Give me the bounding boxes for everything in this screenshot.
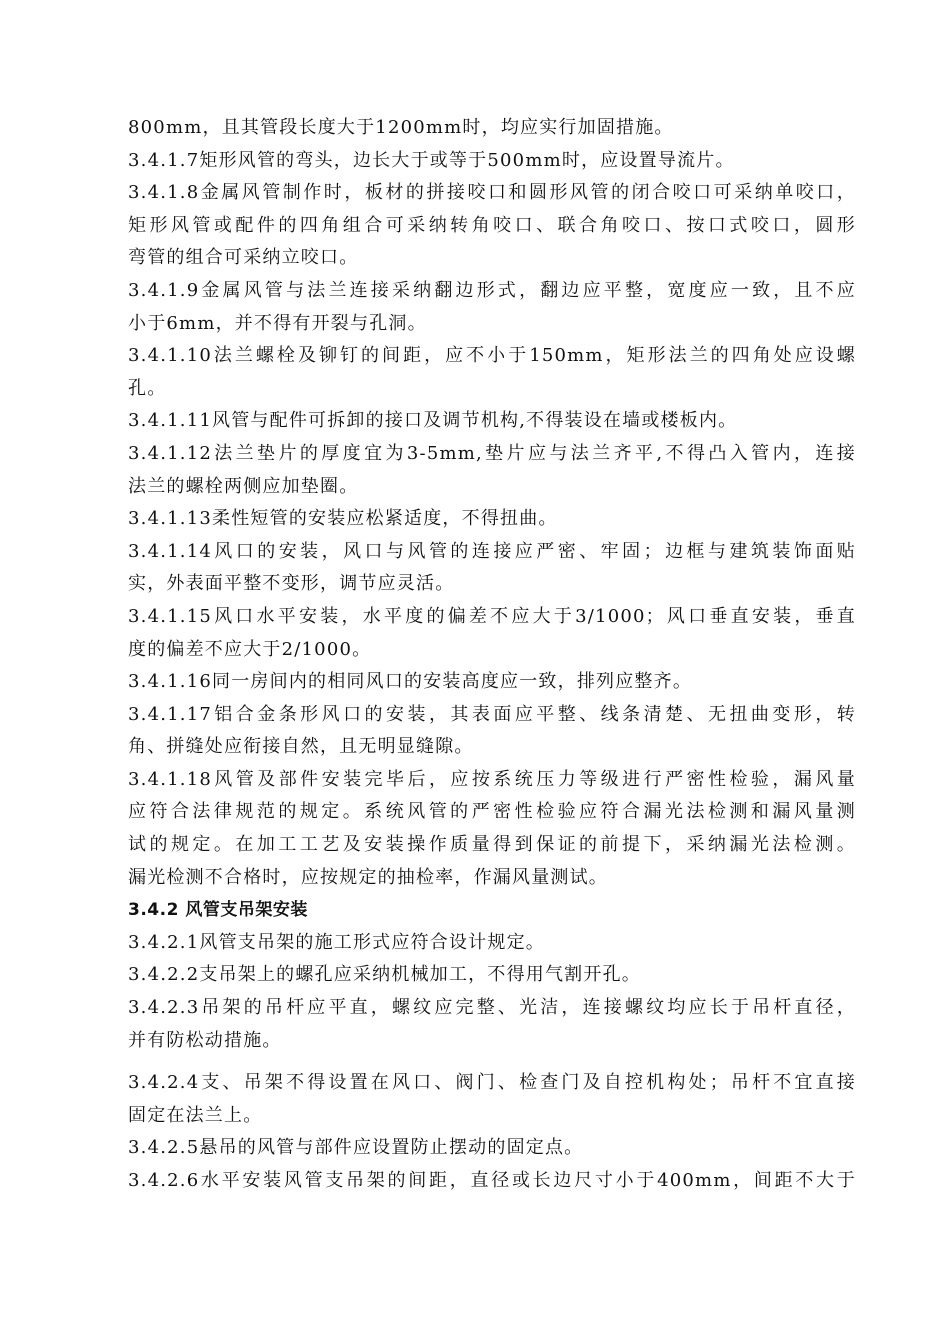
text-line: 3.4.1.7矩形风管的弯头，边长大于或等于500mm时，应设置导流片。 — [128, 149, 735, 171]
paragraph-gap — [128, 1057, 856, 1067]
text-line: 3.4.2.1风管支吊架的施工形式应符合设计规定。 — [128, 931, 545, 953]
text-line: 度的偏差不应大于2/1000。 — [128, 638, 372, 660]
text-line: 孔。 — [128, 377, 167, 399]
text-line: 3.4.2.4支、吊架不得设置在风口、阀门、检查门及自控机构处；吊杆不宜直接 — [128, 1072, 856, 1094]
text-line: 3.4.1.18风管及部件安装完毕后，应按系统压力等级进行严密性检验，漏风量 — [128, 768, 856, 790]
text-line: 3.4.2.2支吊架上的螺孔应采纳机械加工，不得用气割开孔。 — [128, 964, 641, 986]
text-line: 漏光检测不合格时，应按规定的抽检率，作漏风量测试。 — [128, 866, 608, 888]
text-line: 3.4.1.15风口水平安装，水平度的偏差不应大于3/1000；风口垂直安装，垂直 — [128, 605, 856, 627]
text-line: 角、拼缝处应衔接自然，且无明显缝隙。 — [128, 736, 474, 758]
text-line: 弯管的组合可采纳立咬口。 — [128, 247, 359, 269]
text-line: 小于6mm，并不得有开裂与孔洞。 — [128, 312, 427, 334]
text-line: 3.4.2.5悬吊的风管与部件应设置防止摆动的固定点。 — [128, 1137, 584, 1159]
text-line: 并有防松动措施。 — [128, 1029, 282, 1051]
document-body — [128, 112, 856, 1198]
text-line: 法兰的螺栓两侧应加垫圈。 — [128, 475, 359, 497]
text-line: 固定在法兰上。 — [128, 1104, 263, 1126]
text-line: 3.4.2.3吊架的吊杆应平直，螺纹应完整、光洁，连接螺纹均应长于吊杆直径， — [128, 997, 856, 1019]
text-line: 应符合法律规范的规定。系统风管的严密性检验应符合漏光法检测和漏风量测 — [128, 801, 856, 823]
text-line: 3.4.1.11风管与配件可拆卸的接口及调节机构,不得装设在墙或楼板内。 — [128, 410, 738, 432]
text-line: 3.4.1.17铝合金条形风口的安装，其表面应平整、线条清楚、无扭曲变形，转 — [128, 703, 856, 725]
text-line: 800mm，且其管段长度大于1200mm时，均应实行加固措施。 — [128, 117, 674, 138]
text-line: 矩形风管或配件的四角组合可采纳转角咬口、联合角咬口、按口式咬口，圆形 — [128, 214, 856, 236]
text-line: 3.4.1.13柔性短管的安装应松紧适度，不得扭曲。 — [128, 508, 558, 530]
text-line: 3.4.1.12法兰垫片的厚度宜为3-5mm,垫片应与法兰齐平,不得凸入管内，连接 — [128, 442, 856, 464]
text-line: 3.4.1.14风口的安装，风口与风管的连接应严密、牢固；边框与建筑装饰面贴 — [128, 540, 856, 562]
text-line: 试的规定。在加工工艺及安装操作质量得到保证的前提下，采纳漏光法检测。 — [128, 834, 856, 856]
text-line: 3.4.2.6水平安装风管支吊架的间距，直径或长边尺寸小于400mm，间距不大于 — [128, 1170, 856, 1191]
text-line: 实，外表面平整不变形，调节应灵活。 — [128, 573, 455, 595]
section-heading: 3.4.2 风管支吊架安装 — [128, 900, 308, 921]
text-line: 3.4.1.9金属风管与法兰连接采纳翻边形式，翻边应平整，宽度应一致，且不应 — [128, 279, 856, 301]
text-line: 3.4.1.8金属风管制作时，板材的拼接咬口和圆形风管的闭合咬口可采纳单咬口， — [128, 182, 856, 204]
text-line: 3.4.1.10法兰螺栓及铆钉的间距，应不小于150mm，矩形法兰的四角处应设螺 — [128, 345, 856, 367]
text-line: 3.4.1.16同一房间内的相同风口的安装高度应一致，排列应整齐。 — [128, 671, 693, 693]
